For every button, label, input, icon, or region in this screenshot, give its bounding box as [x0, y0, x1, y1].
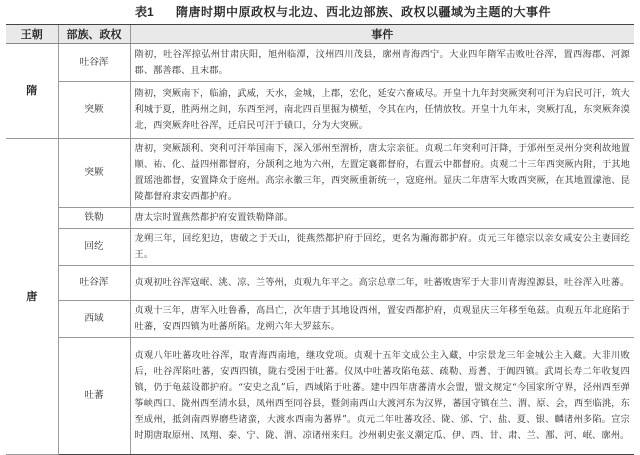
event-cell: 隋初，突厥南下，临渝，武威，天水，金城，上郡，宏化，延安六畜咸尽。开皇十九年封突厥突利可汗为启民可汗，筑大利城于夏，胜两州之间，东西至河，南北四百里掘为横堑，令其在内，任情放牧。开皇十九年末，突厥打乱，东突厥奔漠北，西突厥奔吐谷浑，迁启民可汗于碛口，分为大突厥。: [130, 82, 634, 139]
caption-number: 表1: [135, 5, 154, 19]
table-row: [6, 208, 634, 229]
event-cell: 贞观八年吐蕃攻吐谷浑，取青海西南地，继攻党项。贞观十五年文成公主入藏，中宗景龙三年金城公主入藏。大非川败后，吐谷浑陷吐蕃，安西四镇，陇右受困于吐蕃。仪凤中吐蕃攻陷龟兹、疏勒、焉耆、于阗四镇。武周长寿二年收复四镇，仍于龟兹设都护府。“安史之乱”后，西域陷于吐蕃。建中四年唐蕃清水会盟，盟文规定“今国家所守界，泾州西至弹筝峡西口、陇州西至清水县，凤州西至同谷县，暨剑南西山大渡河东为汉界，蕃国守镇在兰、渭、原、会，西至临洮，东至成州，抵剑南西界磨些诸蛮，大渡水西南为蕃界”。贞元二年吐蕃攻泾、陇、邠、宁、盐、夏、银、麟诸州多陷。宣宗时期唐取原州、凤翔、泰、宁、陇、渭、凉诸州来归。沙州刺史张义潮定瓜、伊、西、甘、肃、兰、鄯、河、岷、廓州。: [130, 338, 634, 455]
group-cell: 突厥: [58, 82, 130, 139]
header-event: 事件: [130, 25, 634, 44]
header-row: [6, 25, 634, 44]
table-row: [6, 229, 634, 266]
header-group: 部族、政权: [58, 25, 130, 44]
dynasty-cell-tang: 唐: [6, 139, 58, 455]
event-cell: 隋初，吐谷浑掠弘州甘肃庆阳，旭州临潭，汶州四川茂县，廓州青海西宁。大业四年隋军击败吐谷浑，置西海郡、河源郡、鄯善郡、且末郡。: [130, 44, 634, 82]
table-row: [6, 338, 634, 455]
event-cell: 贞观十三年，唐军入吐鲁番，高昌亡，次年唐于其地设西州，置安西都护府，贞观显庆三年移至龟兹。贞观五年北庭陷于吐蕃，安西四镇为吐蕃所陷。龙朔六年大罗兹东。: [130, 301, 634, 338]
table-row: [6, 266, 634, 301]
header-dynasty: 王朝: [6, 25, 58, 44]
table-row: [6, 82, 634, 139]
table-row: [6, 139, 634, 208]
group-cell: 吐谷浑: [58, 44, 130, 82]
dynasty-cell-sui: 隋: [6, 44, 58, 139]
event-cell: 唐初，突厥颉利、突利可汗举国南下，深入邠州至渭桥，唐太宗亲征。贞观二年突利可汗降，于邠州至灵州分突利故地置顺、祐、化、益四州都督府，分颉利之地为六州，左置定襄都督府，右置云中都督府。贞观二十三年西突厥内附，于其地置瑶池都督，安置降众于庭州。高宗永徽三年，西突厥重新统一，寇庭州。显庆二年唐军大败西突厥，在其地置濛池、昆陵都督府隶安西都护府。: [130, 139, 634, 208]
event-cell: 唐太宗时置燕然都护府安置铁勒降部。: [130, 208, 634, 229]
group-cell: 吐谷浑: [58, 266, 130, 301]
table-row: [6, 301, 634, 338]
group-cell: 西域: [58, 301, 130, 338]
caption-title: 隋唐时期中原政权与北边、西北边部族、政权以疆域为主题的大事件: [176, 5, 552, 19]
table-caption: [0, 2, 640, 22]
group-cell: 突厥: [58, 139, 130, 208]
event-cell: 龙朔三年，回纥犯边，唐破之于天山，徙燕然都护府于回纥，更名为瀚海都护府。贞元三年德宗以亲女咸安公主妻回纥王。: [130, 229, 634, 266]
table-row: [6, 44, 634, 82]
event-cell: 贞观初吐谷浑寇岷、洮、凉、兰等州，贞观九年平之。高宗总章二年，吐蕃败唐军于大非川青海湟源县，吐谷浑入吐蕃。: [130, 266, 634, 301]
group-cell: 回纥: [58, 229, 130, 266]
group-cell: 铁勒: [58, 208, 130, 229]
group-cell: 吐蕃: [58, 338, 130, 455]
events-table: [6, 24, 634, 455]
